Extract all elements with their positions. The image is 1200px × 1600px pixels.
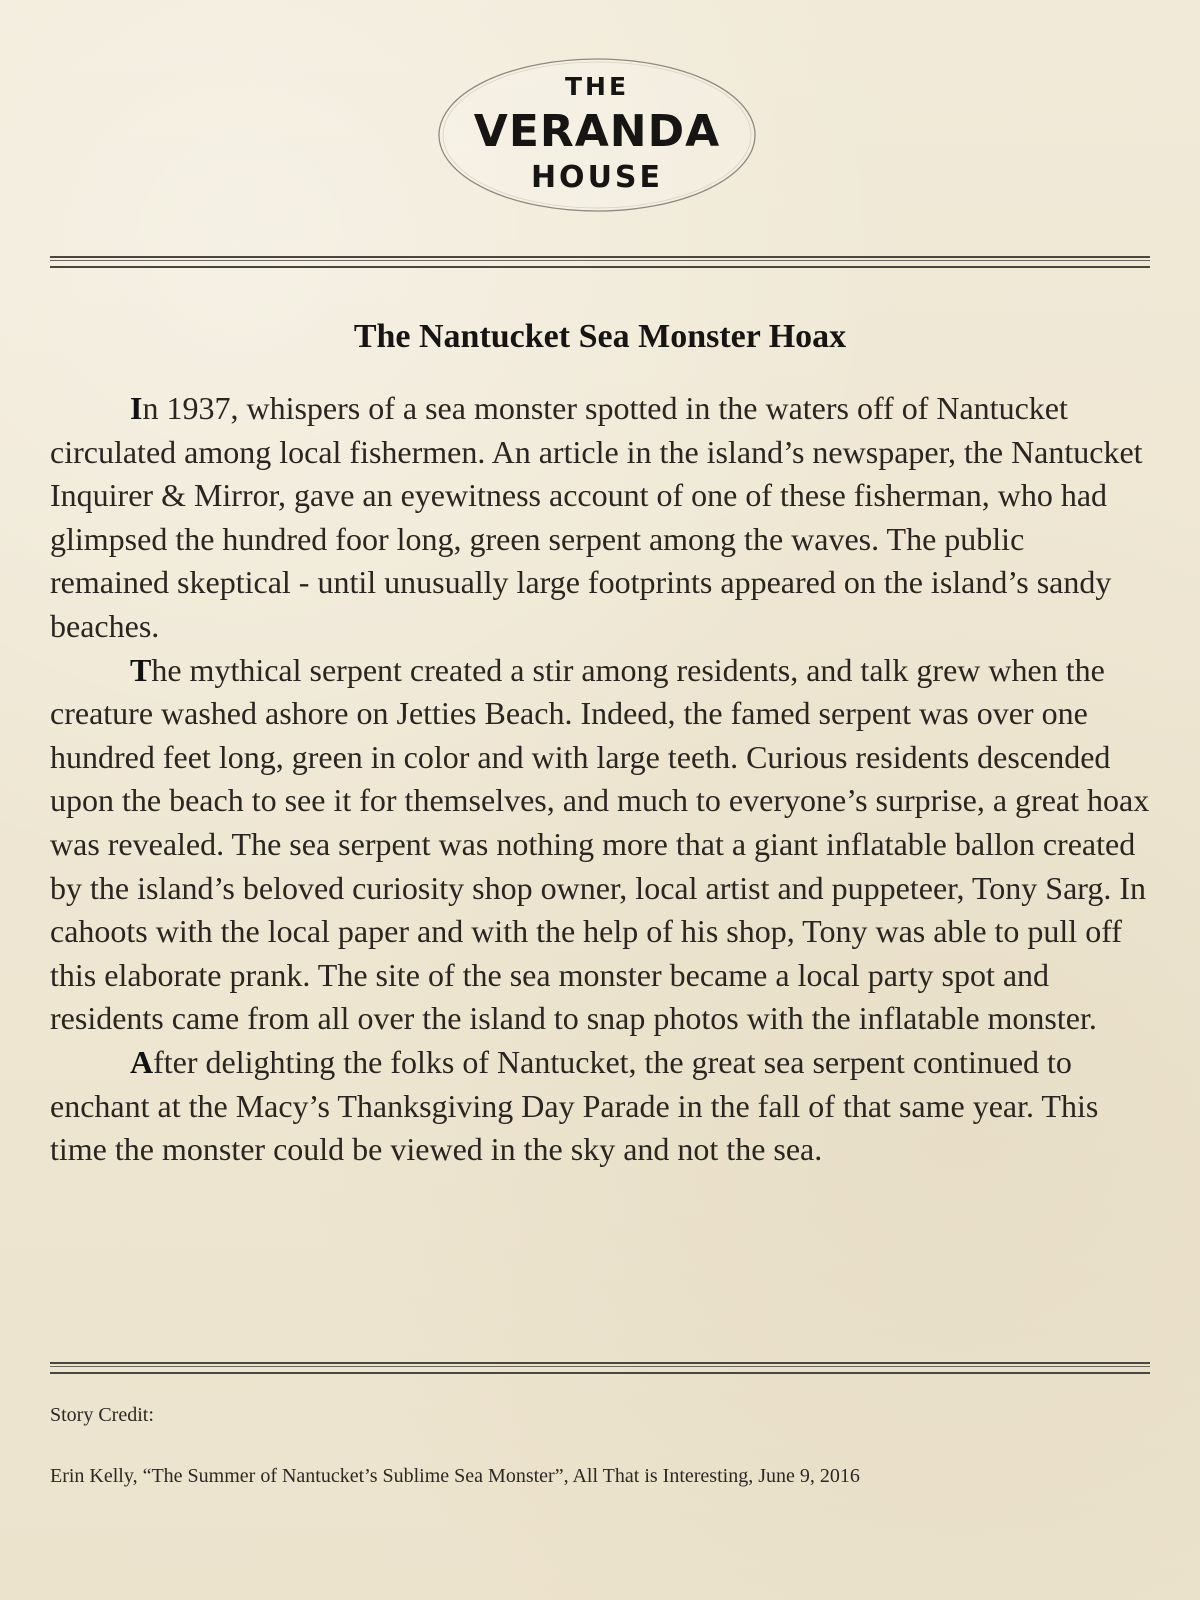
paragraph-2 xyxy=(50,649,1150,1041)
paragraph-1-first-letter: I xyxy=(130,390,143,426)
paragraph-1 xyxy=(50,387,1150,649)
paragraph-3-text: fter delighting the folks of Nantucket, the great sea serpent continued to enchant at the Macy’s Thanksgiving Day Parade in the fall of that same year. This time the monster could be viewed in the sky and not the sea. xyxy=(50,1043,1099,1168)
paragraph-3 xyxy=(50,1041,1150,1172)
story-credit-text: Erin Kelly, “The Summer of Nantucket’s Sublime Sea Monster”, All That is Interesting, June 9, 2016 xyxy=(50,1465,860,1487)
article-body xyxy=(50,387,1150,1172)
logo-the: THE xyxy=(564,72,630,101)
veranda-house-logo xyxy=(433,56,761,216)
article-title: The Nantucket Sea Monster Hoax xyxy=(353,318,847,355)
bottom-double-rule xyxy=(50,1362,1150,1374)
logo-house: HOUSE xyxy=(530,160,664,195)
logo-veranda: VERANDA xyxy=(473,106,721,157)
paragraph-3-first-letter: A xyxy=(130,1043,154,1080)
top-double-rule xyxy=(50,256,1150,268)
paragraph-2-first-letter: T xyxy=(130,651,152,688)
paragraph-1-text: n 1937, whispers of a sea monster spotted in the waters off of Nantucket circulated among local fishermen. An article in the island’s newspaper, the Nantucket Inquirer & Mirror, gave an eyewitness account of one of these fisherman, who had glimpsed the hundred foor long, green serpent among the waves. The public remained skeptical - until unusually large footprints appeared on the island’s sandy beaches. xyxy=(50,390,1143,644)
paragraph-2-text: he mythical serpent created a stir among residents, and talk grew when the creature washed ashore on Jetties Beach. Indeed, the famed serpent was over one hundred feet long, green in color and with large teeth. Curious residents descended upon the beach to see it for themselves, and much to everyone’s surprise, a great hoax was revealed. The sea serpent was nothing more that a giant inflatable ballon created by the island’s beloved curiosity shop owner, local artist and puppeteer, Tony Sarg. In cahoots with the local paper and with the help of his shop, Tony was able to pull off this elaborate prank. The site of the sea monster became a local party spot and residents came from all over the island to snap photos with the inflatable monster. xyxy=(50,651,1150,1037)
story-credit-label: Story Credit: xyxy=(50,1404,154,1426)
